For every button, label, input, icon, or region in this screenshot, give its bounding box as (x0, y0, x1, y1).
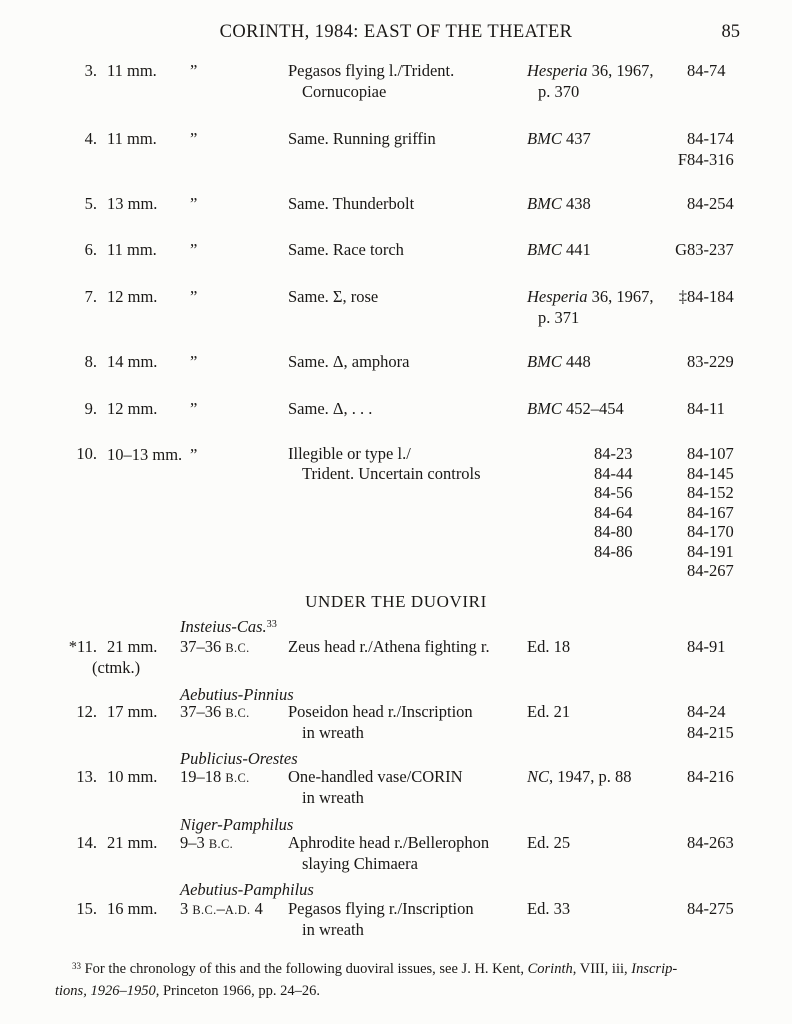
text-segment: 33 (266, 619, 277, 631)
footnote-line (55, 981, 752, 1002)
text-segment: p. 370 (538, 82, 580, 101)
description-line (288, 128, 436, 149)
description-line (288, 766, 463, 787)
entry-size: 10–13 mm. (107, 445, 183, 464)
inventory-value: 84-174 (687, 129, 734, 148)
inventory-prefix: G (675, 240, 687, 259)
text-segment: 452–454 (561, 399, 624, 418)
text-segment: ” (190, 352, 198, 371)
entry-size: 17 mm. (107, 702, 158, 721)
text-segment: 37–36 (180, 702, 226, 721)
entry-number (55, 701, 97, 722)
text-segment: Inscrip- (631, 961, 678, 977)
inventory-prefix: ‡ (678, 287, 687, 306)
inventory-value: 84-107 (687, 444, 734, 463)
text-segment: BMC (527, 352, 562, 371)
description-line (288, 81, 454, 102)
text-segment: NC (527, 767, 550, 786)
text-segment: 19–18 (180, 767, 226, 786)
entry-inventory-numbers (687, 398, 725, 419)
text-segment: Trident. Uncertain controls (302, 463, 481, 483)
text-segment: Poseidon head r./Inscription (288, 702, 473, 721)
text-segment: Same. Race torch (288, 240, 404, 259)
description-line (288, 722, 473, 743)
reference-line (527, 398, 624, 419)
entry-description (288, 128, 436, 149)
inventory-value: 84-254 (687, 194, 734, 213)
entry-number (55, 766, 97, 787)
inventory-value: 84-170 (687, 522, 734, 541)
text-segment: , Princeton 1966, pp. 24–26. (155, 983, 321, 999)
entry-number-text: 10. (76, 444, 97, 463)
text-segment: Aebutius-Pinnius (180, 685, 294, 704)
text-segment: ” (190, 194, 198, 213)
inventory-number (687, 193, 734, 214)
entry-number (55, 239, 97, 260)
entry-number-text: 7. (84, 287, 97, 306)
reference-line (527, 351, 591, 372)
text-segment: ” (190, 61, 198, 80)
description-line (288, 398, 372, 419)
footnote (55, 959, 752, 1002)
description-line (288, 898, 474, 919)
inventory-number (678, 286, 734, 307)
entry-description (288, 636, 490, 657)
entry-description (288, 444, 481, 483)
text-segment: ” (190, 287, 198, 306)
inventory-value: 84-215 (687, 723, 734, 742)
inventory-number (687, 398, 725, 419)
text-segment: Ed. 21 (527, 702, 571, 721)
entry-number-text: 12. (76, 702, 97, 721)
inventory-number (687, 444, 734, 464)
text-segment: ” (190, 445, 198, 464)
inventory-number (687, 701, 734, 722)
entry-description (288, 239, 404, 260)
entry-description (288, 193, 414, 214)
text-segment: 4 (250, 899, 263, 918)
reference-line (527, 636, 570, 657)
entry-number (55, 286, 97, 307)
reference-line (527, 766, 632, 787)
text-segment: Publicius-Orestes (180, 749, 298, 768)
entry-description (288, 60, 454, 102)
inventory-number (687, 898, 734, 919)
ditto-mark (190, 398, 197, 419)
text-segment: Ed. 25 (527, 833, 571, 852)
text-segment: BMC (527, 240, 562, 259)
inventory-value: 84-216 (687, 767, 734, 786)
inventory-number (687, 483, 734, 503)
entry-description (288, 286, 378, 307)
text-segment: Aebutius-Pamphilus (180, 880, 314, 899)
entry-size: 11 mm. (107, 129, 157, 148)
context-number: 84-44 (594, 463, 633, 483)
text-segment: Same. Σ, rose (288, 287, 379, 306)
text-segment: One-handled vase/CORIN (288, 767, 463, 786)
inventory-prefix: F (677, 150, 687, 169)
reference-line (527, 81, 654, 102)
text-segment: slaying Chimaera (302, 854, 418, 873)
entry-description (288, 398, 372, 419)
entry-reference (527, 701, 570, 722)
inventory-value: 84-91 (687, 637, 726, 656)
text-segment: Same. Running griffin (288, 129, 436, 148)
text-segment: 441 (561, 240, 591, 259)
entry-reference (527, 766, 632, 787)
context-number: 84-80 (594, 522, 633, 541)
inventory-value: 83-229 (687, 352, 734, 371)
inventory-number (687, 351, 734, 372)
description-line (288, 239, 404, 260)
entry-number-text: 9. (84, 399, 97, 418)
entry-size: 13 mm. (107, 194, 158, 213)
entry-size: 21 mm. (107, 637, 158, 656)
footnote-line (55, 959, 752, 981)
inventory-number (687, 542, 734, 562)
entry-number (55, 351, 97, 372)
text-segment: 37–36 (180, 637, 226, 656)
entry-number (55, 128, 97, 149)
ditto-mark (190, 351, 197, 372)
text-segment: tions, 1926–1950 (55, 983, 156, 999)
inventory-number (675, 239, 734, 260)
text-segment: p. 371 (538, 308, 580, 327)
entry-number-text: 13. (76, 767, 97, 786)
entry-size: 10 mm. (107, 767, 158, 786)
text-segment: 448 (561, 352, 591, 371)
text-segment: 438 (561, 194, 591, 213)
text-segment: B.C. (225, 641, 250, 655)
entry-reference (527, 636, 570, 657)
text-segment: 9–3 (180, 833, 209, 852)
ditto-mark (190, 239, 197, 260)
text-segment: B.C. (208, 837, 234, 851)
entry-inventory-numbers (687, 444, 734, 581)
text-segment: Insteius-Cas. (180, 617, 267, 636)
entry-number-text: 6. (84, 240, 97, 259)
context-number: 84-86 (594, 541, 633, 561)
reference-line (527, 286, 654, 307)
reference-line (527, 193, 591, 214)
ditto-mark (190, 193, 197, 214)
inventory-value: 84-267 (687, 561, 734, 580)
text-segment: BMC (527, 194, 562, 213)
text-segment: 33 (72, 960, 81, 971)
description-line (288, 60, 454, 81)
text-segment: 36, 1967, (587, 61, 654, 80)
reference-line (527, 239, 591, 260)
text-segment: BMC (527, 399, 562, 418)
entry-reference (527, 398, 624, 419)
description-line (288, 701, 473, 722)
entry-date (180, 636, 250, 659)
text-segment: Cornucopiae (302, 82, 387, 101)
inventory-number (687, 128, 734, 149)
entry-date (180, 701, 250, 724)
entry-date (180, 832, 233, 855)
entry-number (55, 636, 97, 657)
entry-size: 12 mm. (107, 287, 158, 306)
inventory-number (677, 149, 734, 170)
entry-number (55, 398, 97, 419)
page-number: 85 (721, 22, 740, 42)
text-segment: Illegible or type l./ (288, 444, 411, 463)
inventory-value: 84-145 (687, 463, 734, 483)
text-segment: – (216, 899, 225, 918)
inventory-value: 84-191 (687, 541, 734, 561)
description-line (288, 464, 481, 484)
entry-countermark-note: (ctmk.) (92, 658, 141, 677)
entry-inventory-numbers (675, 239, 734, 260)
text-segment: in wreath (302, 723, 364, 742)
text-segment: in wreath (302, 788, 364, 807)
entry-description (288, 766, 463, 808)
entry-reference (527, 60, 654, 102)
inventory-number (687, 522, 734, 542)
inventory-number (687, 464, 734, 484)
entry-reference (527, 898, 570, 919)
description-line (288, 853, 489, 874)
reference-line (527, 128, 591, 149)
text-segment: BMC (527, 129, 562, 148)
text-segment: 437 (561, 129, 591, 148)
entry-context-numbers (594, 444, 633, 561)
text-segment: , 1947, p. 88 (549, 767, 632, 786)
text-segment: Same. Δ, . . . (288, 399, 373, 418)
text-segment: Corinth (527, 961, 573, 977)
description-line (288, 919, 474, 940)
entry-reference (527, 193, 591, 214)
inventory-value: 84-316 (687, 150, 734, 169)
text-segment: Hesperia (527, 61, 588, 80)
entry-number-text: 15. (76, 899, 97, 918)
text-segment: Same. Thunderbolt (288, 194, 415, 213)
inventory-value: 83-237 (687, 240, 734, 259)
entry-inventory-numbers (687, 60, 726, 81)
inventory-value: 84-263 (687, 833, 734, 852)
description-line (288, 286, 378, 307)
entry-size: 16 mm. (107, 899, 158, 918)
entry-reference (527, 351, 591, 372)
reference-line (527, 832, 570, 853)
inventory-value: 84-184 (687, 287, 734, 306)
inventory-number (687, 636, 726, 657)
running-head-title: CORINTH, 1984: EAST OF THE THEATER (219, 22, 573, 42)
description-line (288, 351, 410, 372)
entry-number (55, 898, 97, 919)
text-segment: ” (190, 240, 198, 259)
inventory-value: 84-74 (687, 61, 726, 80)
text-segment: B.C. (225, 771, 250, 785)
entry-size: 12 mm. (107, 399, 158, 418)
inventory-number (687, 766, 734, 787)
text-segment: 36, 1967, (587, 287, 654, 306)
entry-number (55, 60, 97, 81)
text-segment: , VIII, iii, (572, 961, 632, 977)
text-segment: Hesperia (527, 287, 588, 306)
inventory-value: 84-24 (687, 702, 726, 721)
description-line (288, 636, 490, 657)
text-segment: Same. Δ, amphora (288, 352, 410, 371)
description-line (288, 832, 489, 853)
entry-number-text: 14. (76, 833, 97, 852)
text-segment: B.C. (225, 706, 250, 720)
text-segment: Niger-Pamphilus (180, 815, 294, 834)
entry-description (288, 832, 489, 874)
entry-inventory-numbers (678, 286, 734, 307)
reference-line (527, 701, 570, 722)
entry-inventory-numbers (687, 898, 734, 919)
ditto-mark (190, 60, 197, 81)
inventory-value: 84-152 (687, 483, 734, 502)
ditto-mark (190, 128, 197, 149)
entry-reference (527, 128, 591, 149)
entry-reference (527, 286, 654, 328)
reference-line (527, 60, 654, 81)
text-segment: B.C. (192, 903, 217, 917)
entry-reference (527, 832, 570, 853)
entry-number (55, 444, 97, 464)
text-segment: Ed. 18 (527, 637, 571, 656)
entry-number (55, 193, 97, 214)
entry-number-text: 4. (84, 129, 97, 148)
context-number: 84-23 (594, 444, 633, 463)
inventory-value: 84-275 (687, 899, 734, 918)
text-segment: Pegasos flying r./Inscription (288, 899, 474, 918)
entry-size: 11 mm. (107, 240, 157, 259)
text-segment: Aphrodite head r./Bellerophon (288, 833, 490, 852)
inventory-value: 84-11 (687, 399, 725, 418)
description-line (288, 193, 414, 214)
entry-size: 11 mm. (107, 61, 157, 80)
context-number: 84-64 (594, 502, 633, 522)
text-segment: ” (190, 399, 198, 418)
entry-size: 14 mm. (107, 352, 158, 371)
inventory-number (687, 503, 734, 523)
entry-inventory-numbers (687, 832, 734, 853)
reference-line (527, 307, 654, 328)
text-segment: ” (190, 129, 198, 148)
entry-description (288, 701, 473, 743)
description-line (288, 787, 463, 808)
description-line (288, 444, 481, 464)
ditto-mark (190, 444, 197, 465)
entry-reference (527, 239, 591, 260)
text-segment: Ed. 33 (527, 899, 571, 918)
entry-size: 21 mm. (107, 833, 158, 852)
inventory-number (687, 60, 726, 81)
inventory-number (687, 832, 734, 853)
section-heading: UNDER THE DUOVIRI (305, 592, 487, 611)
entry-number-text: 5. (84, 194, 97, 213)
text-segment: 3 (180, 899, 193, 918)
text-segment: Zeus head r./Athena fighting r. (288, 637, 490, 656)
entry-inventory-numbers (687, 766, 734, 787)
entry-description (288, 351, 410, 372)
inventory-number (687, 722, 734, 743)
entry-inventory-numbers (687, 636, 726, 657)
ditto-mark (190, 286, 197, 307)
entry-number (55, 832, 97, 853)
text-segment: Pegasos flying l./Trident. (288, 61, 455, 80)
entry-inventory-numbers (687, 701, 734, 743)
text-segment: For the chronology of this and the following duoviral issues, see J. H. Kent, (80, 961, 528, 977)
entry-inventory-numbers (677, 128, 734, 170)
entry-description (288, 898, 474, 940)
context-number: 84-56 (594, 483, 633, 502)
text-segment: A.D. (224, 903, 251, 917)
inventory-number (687, 561, 734, 581)
text-segment: in wreath (302, 920, 364, 939)
issuer-group-label (180, 879, 314, 900)
inventory-value: 84-167 (687, 502, 734, 522)
entry-number-text: 3. (84, 61, 97, 80)
entry-number-text: 8. (84, 352, 97, 371)
entry-date (180, 766, 250, 789)
entry-inventory-numbers (687, 193, 734, 214)
reference-line (527, 898, 570, 919)
entry-number-text: *11. (68, 637, 97, 656)
entry-date (180, 898, 263, 921)
entry-inventory-numbers (687, 351, 734, 372)
